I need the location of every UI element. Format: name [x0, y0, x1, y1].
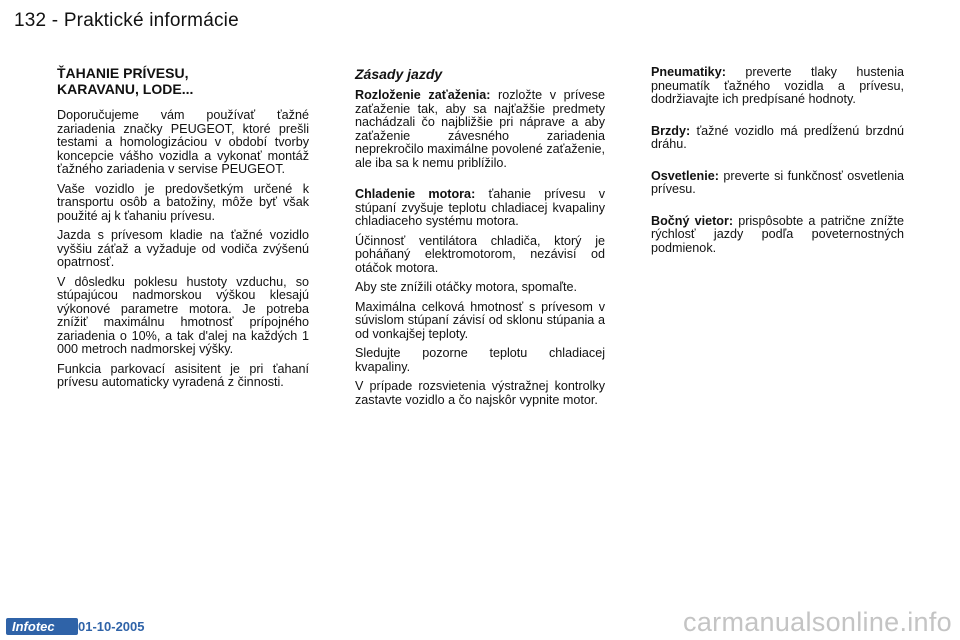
infotec-logo-text: Infotec	[12, 619, 55, 634]
cooling-paragraph: Účinnosť ventilátora chladiča, ktorý je poháňaný elektromotorom, nezávisí od otáčok motora.	[355, 233, 605, 275]
crosswind-text: prispôsobte a patrične znížte rýchlosť jazdy podľa poveternostných podmienok.	[651, 213, 905, 255]
tyres-text: preverte tlaky hustenia pneumatík ťažného vozidla a prívesu, dodržiavajte ich predpísané hodnoty.	[651, 65, 904, 106]
load-distribution-lead: Rozloženie zaťaženia:	[355, 88, 491, 102]
brakes-lead: Brzdy:	[651, 123, 691, 138]
lighting-text: preverte si funkčnosť osvetlenia prívesu.	[651, 168, 904, 196]
tyres-paragraph	[651, 66, 904, 107]
towing-paragraph: Funkcia parkovací asisitent je pri ťahaní prívesu automaticky vyradená z činnosti.	[57, 361, 309, 389]
crosswind-paragraph	[651, 215, 904, 256]
tyres-lead: Pneumatiky:	[651, 65, 726, 79]
brakes-paragraph	[651, 125, 904, 152]
lighting-paragraph	[651, 170, 904, 197]
checks-section	[651, 66, 904, 261]
load-distribution-text: rozložte v prívese zaťaženie tak, aby sa najťažšie predmety nachádzali čo najbližšie pri náprave a aby zaťaženie závesného zariadenia neprekročilo maximálne povolené zaťaženie, ale iba sa k nemu priblížilo.	[355, 88, 605, 170]
towing-paragraph: Doporučujeme vám používať ťažné zariadenia značky PEUGEOT, ktoré prešli testami a homologizáciou v období tvorby koncepcie vášho vozidla a vykonať montáž ťažného zariadenia v servise PEUGEOT.	[57, 108, 309, 176]
page-number: 132	[14, 10, 47, 31]
brakes-text: ťažné vozidlo má predĺženú brzdnú dráhu.	[651, 123, 905, 151]
cooling-paragraph: Sledujte pozorne teplotu chladiacej kvapaliny.	[355, 346, 605, 374]
header-separator: -	[51, 10, 59, 31]
driving-rules-section	[355, 66, 605, 413]
towing-paragraph: Jazda s prívesom kladie na ťažné vozidlo vyššiu záťaž a vyžaduje od vodiča zvýšenú opatrnosť.	[57, 228, 309, 269]
infotec-logo	[6, 618, 78, 635]
lighting-lead: Osvetlenie:	[651, 168, 719, 183]
watermark: carmanualsonline.info	[683, 607, 952, 637]
towing-title-line1: ŤAHANIE PRÍVESU,	[57, 65, 189, 81]
driving-rules-title: Zásady jazdy	[355, 66, 443, 82]
engine-cooling-paragraph	[355, 188, 605, 229]
page-title: Praktické informácie	[63, 10, 239, 31]
footer-date: 01-10-2005	[78, 619, 145, 634]
towing-title	[57, 65, 309, 97]
cooling-paragraph: Aby ste znížili otáčky motora, spomaľte.	[355, 280, 578, 294]
towing-paragraph: Vaše vozidlo je predovšetkým určené k transportu osôb a batožiny, môže byť však použité aj k ťahaniu prívesu.	[57, 181, 309, 223]
page-header	[14, 10, 239, 32]
towing-paragraph: V dôsledku poklesu hustoty vzduchu, so stúpajúcou nadmorskou výškou klesajú výkonové parametre motora. Je potreba znížiť maximálnu hmotnosť prípojného zariadenia o 10%, a tak d'alej na každých 1 000 metroch nadmorskej výšky.	[57, 274, 309, 356]
towing-title-line2: KARAVANU, LODE...	[57, 81, 194, 97]
engine-cooling-text: ťahanie prívesu v stúpaní zvyšuje teplotu chladiacej kvapaliny chladiaceho systému motora.	[355, 187, 606, 228]
engine-cooling-lead: Chladenie motora:	[355, 187, 476, 201]
cooling-paragraph: V prípade rozsvietenia výstražnej kontrolky zastavte vozidlo a čo najskôr vypnite motor.	[355, 379, 605, 407]
cooling-paragraph: Maximálna celková hmotnosť s prívesom v súvislom stúpaní závisí od sklonu stúpania a od vonkajšej teploty.	[355, 299, 605, 341]
load-distribution-paragraph	[355, 89, 605, 170]
crosswind-lead: Bočný vietor:	[651, 213, 734, 228]
towing-section	[57, 60, 309, 396]
